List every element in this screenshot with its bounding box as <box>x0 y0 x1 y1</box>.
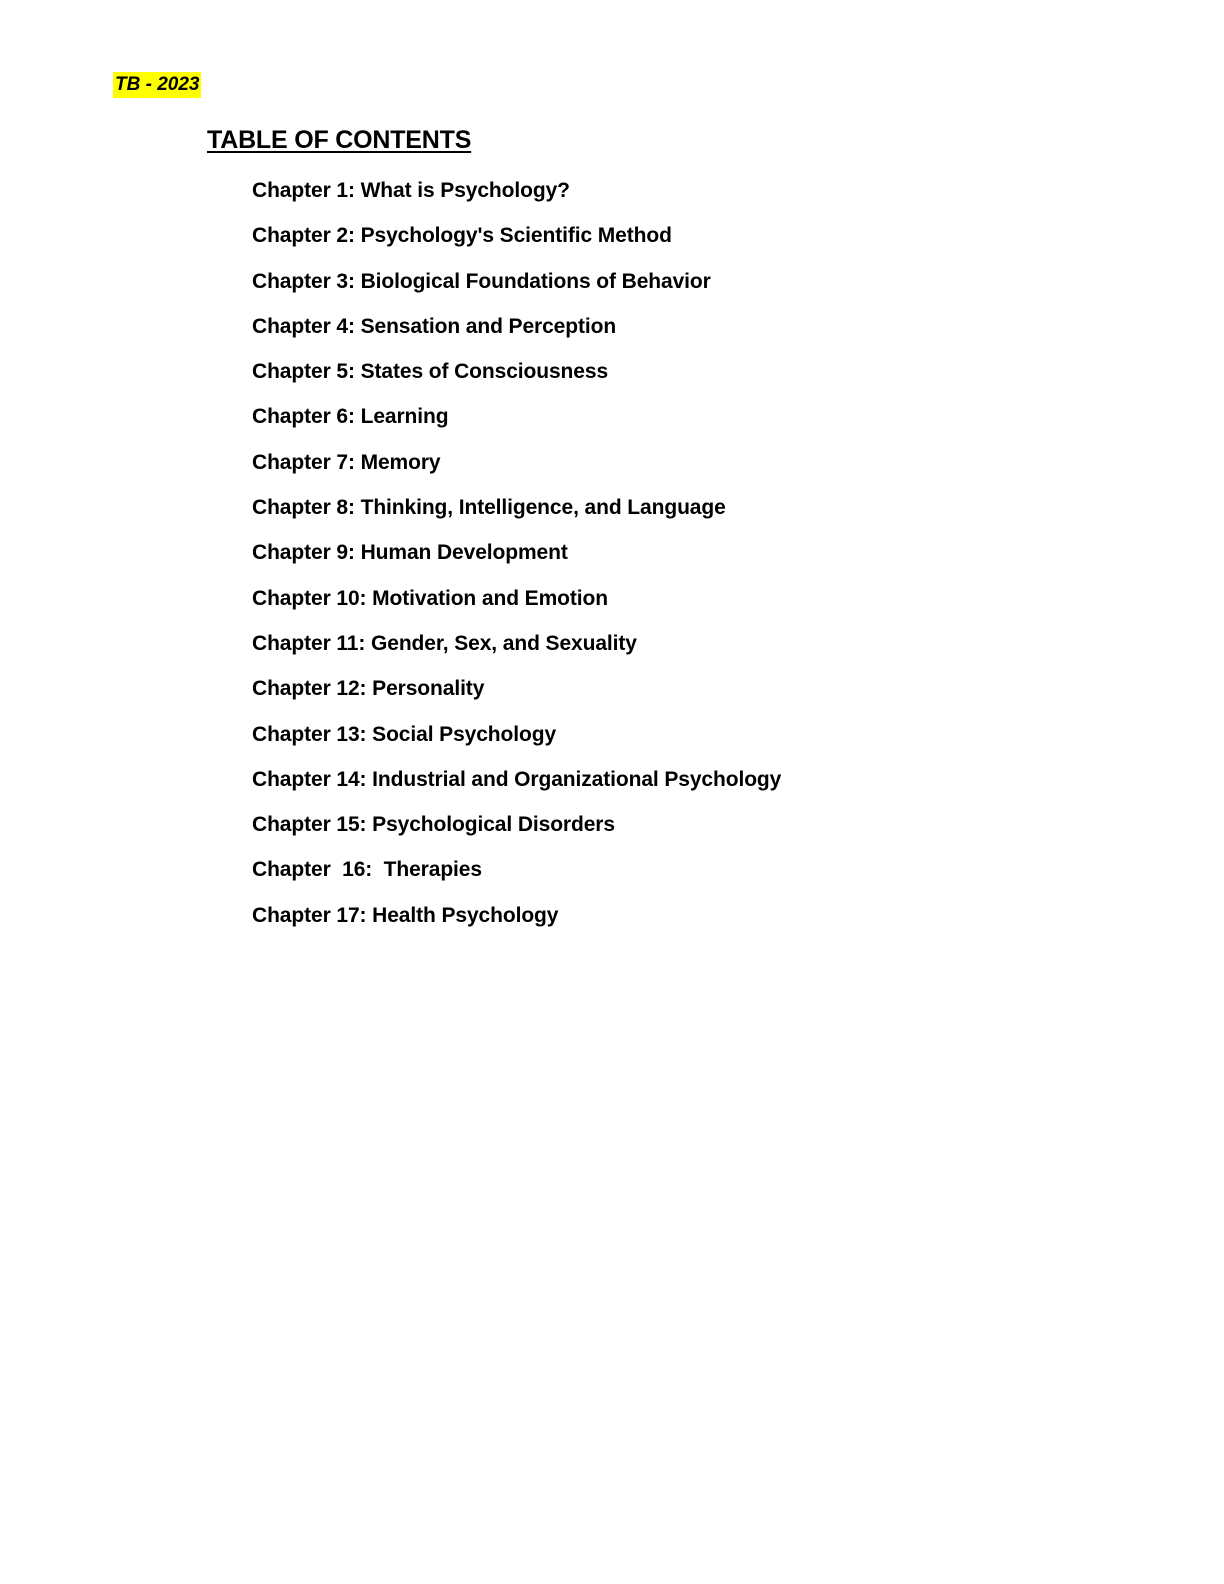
chapter-item-10: Chapter 10: Motivation and Emotion <box>252 586 608 610</box>
chapter-item-13: Chapter 13: Social Psychology <box>252 722 557 746</box>
chapter-item-16: Chapter 16: Therapies <box>252 858 482 882</box>
chapter-item-9: Chapter 9: Human Development <box>252 541 568 565</box>
chapter-item-8: Chapter 8: Thinking, Intelligence, and Language <box>252 496 726 520</box>
chapter-item-15: Chapter 15: Psychological Disorders <box>252 813 615 837</box>
chapter-item-14: Chapter 14: Industrial and Organizational Psychology <box>252 767 782 791</box>
chapter-item-3: Chapter 3: Biological Foundations of Behavior <box>252 269 711 293</box>
document-tag: TB - 2023 <box>113 72 201 98</box>
chapter-list <box>252 176 781 946</box>
chapter-item-17: Chapter 17: Health Psychology <box>252 903 559 927</box>
chapter-item-1: Chapter 1: What is Psychology? <box>252 179 570 202</box>
chapter-item-12: Chapter 12: Personality <box>252 677 485 701</box>
chapter-item-5: Chapter 5: States of Consciousness <box>252 360 609 384</box>
chapter-item-11: Chapter 11: Gender, Sex, and Sexuality <box>252 631 637 655</box>
chapter-item-7: Chapter 7: Memory <box>252 450 441 474</box>
chapter-item-4: Chapter 4: Sensation and Perception <box>252 314 617 338</box>
chapter-item-2: Chapter 2: Psychology's Scientific Method <box>252 224 672 248</box>
toc-title: TABLE OF CONTENTS <box>207 126 472 154</box>
chapter-item-6: Chapter 6: Learning <box>252 405 449 429</box>
